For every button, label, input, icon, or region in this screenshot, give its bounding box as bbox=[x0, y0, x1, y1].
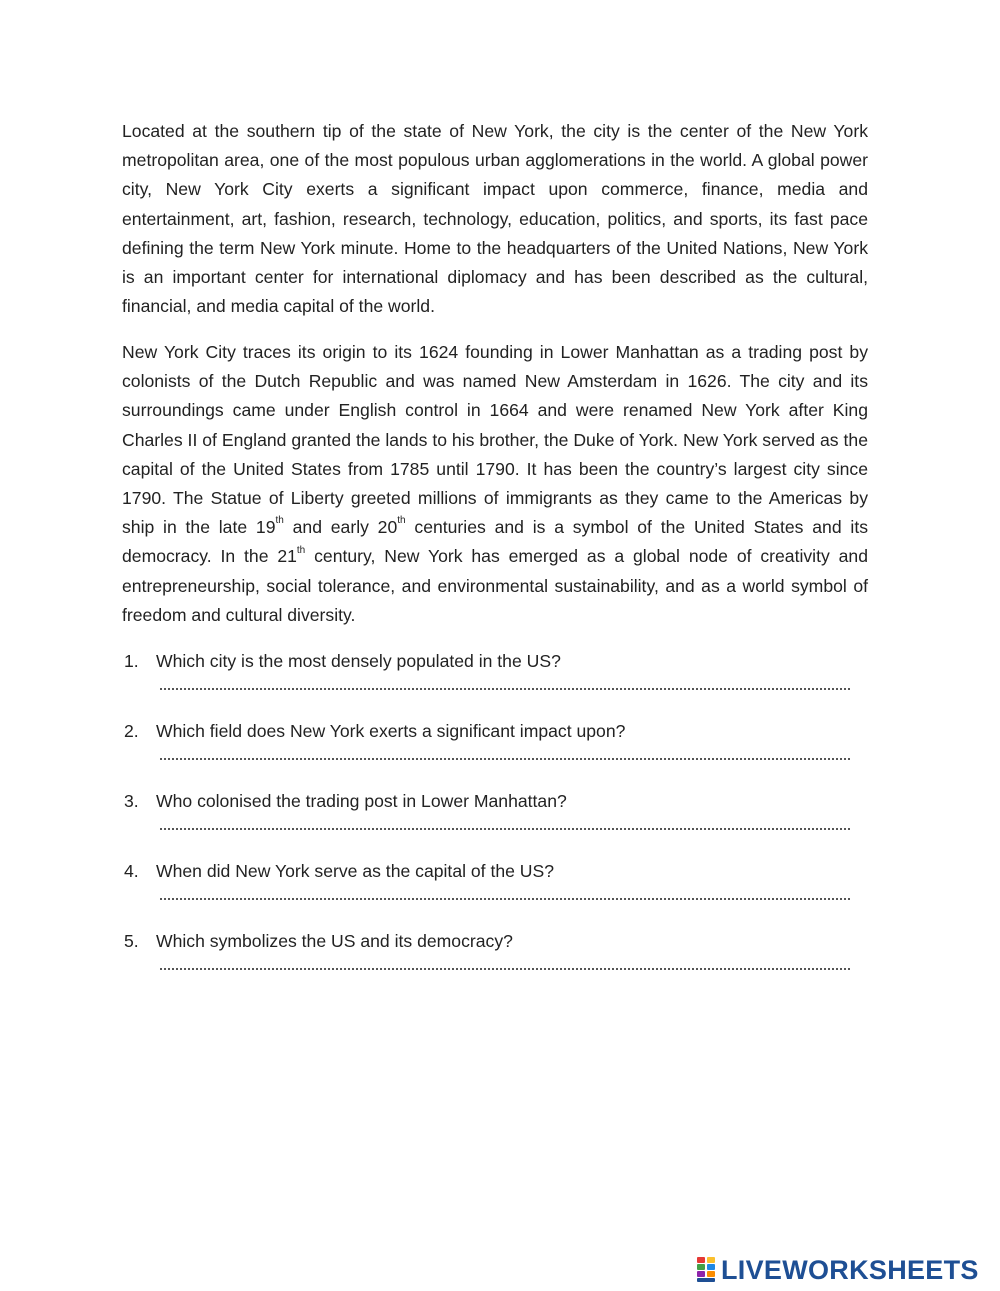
answer-field[interactable] bbox=[160, 758, 850, 760]
question-text: Which field does New York exerts a significant impact upon? bbox=[156, 721, 626, 741]
question-text: Who colonised the trading post in Lower Manhattan? bbox=[156, 791, 567, 811]
question-item bbox=[122, 856, 862, 926]
answer-field[interactable] bbox=[160, 828, 850, 830]
paragraph-history-part-d: century, New York has emerged as a global node of creativity and entrepreneurship, social tolerance, and environmental sustainability, and as a world symbol of freedom and cultural diversity. bbox=[122, 546, 868, 625]
paragraph-history-part-a: New York City traces its origin to its 1624 founding in Lower Manhattan as a trading post by colonists of the Dutch Republic and was named New Amsterdam in 1626. The city and its surroundings came under English control in 1664 and were renamed New York after King Charles II of England granted the lands to his brother, the Duke of York. New York served as the capital of the United States from 1785 until 1790. It has been the country’s largest city since 1790. The Statue of Liberty greeted millions of immigrants as they came to the Americas by ship in the late 19 bbox=[122, 342, 868, 538]
paragraph-intro: Located at the southern tip of the state of New York, the city is the center of the New York metropolitan area, one of the most populous urban agglomerations in the world. A global power city, New York City exerts a significant impact upon commerce, finance, media and entertainment, art, fashion, research, technology, education, politics, and sports, its fast pace defining the term New York minute. Home to the headquarters of the United Nations, New York is an important center for international diplomacy and has been described as the cultural, financial, and media capital of the world. bbox=[122, 121, 868, 317]
paragraph-history bbox=[122, 338, 868, 630]
question-text: Which city is the most densely populated in the US? bbox=[156, 651, 561, 671]
question-item bbox=[122, 926, 862, 996]
question-number: 4. bbox=[124, 861, 139, 881]
question-number: 5. bbox=[124, 931, 139, 951]
question-number: 2. bbox=[124, 721, 139, 741]
paragraph-history-part-b: and early 20 bbox=[283, 517, 398, 538]
logo-text: LIVEWORKSHEETS bbox=[721, 1255, 979, 1285]
answer-field[interactable] bbox=[160, 688, 850, 690]
logo-icon bbox=[697, 1257, 717, 1283]
answer-field[interactable] bbox=[160, 898, 850, 900]
superscript-th: th bbox=[296, 544, 306, 556]
liveworksheets-logo bbox=[697, 1254, 979, 1286]
question-item bbox=[122, 786, 862, 856]
superscript-th: th bbox=[275, 515, 284, 527]
question-number: 3. bbox=[124, 791, 139, 811]
question-list bbox=[122, 646, 862, 996]
superscript-th: th bbox=[397, 515, 406, 527]
question-text: Which symbolizes the US and its democracy? bbox=[156, 931, 513, 951]
question-text: When did New York serve as the capital of the US? bbox=[156, 861, 555, 881]
question-item bbox=[122, 646, 862, 716]
question-item bbox=[122, 716, 862, 786]
question-number: 1. bbox=[124, 651, 139, 671]
paragraph-history-part-c: centuries and is a symbol of the United States and its democracy. In the 21 bbox=[122, 517, 868, 567]
answer-field[interactable] bbox=[160, 968, 850, 970]
